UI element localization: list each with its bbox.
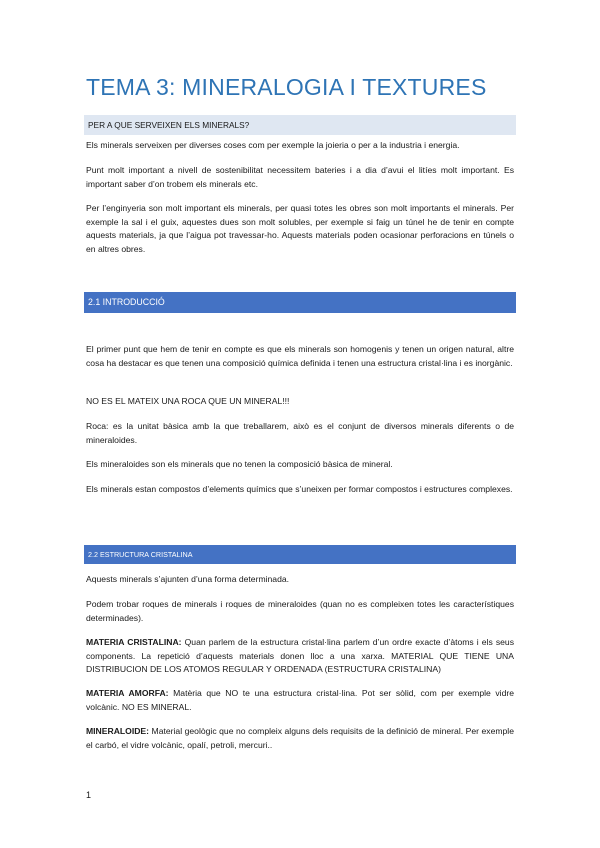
paragraph: Podem trobar roques de minerals i roques de mineraloides (quan no es compleixen totes les característiques determinades). <box>86 599 514 623</box>
paragraph-emphasis: NO ES EL MATEIX UNA ROCA QUE UN MINERAL!!! <box>86 396 290 406</box>
paragraph: Punt molt important a nivell de sostenibilitat necessitem bateries i a dia d’avui el litíes molt important. Es important saber d’on trobem els minerals etc. <box>86 165 514 189</box>
document-title: TEMA 3: MINERALOGIA I TEXTURES <box>86 74 487 100</box>
definition-text: Material geològic que no compleix alguns dels requisits de la definició de mineral. Per exemple el carbó, el vidre volcànic, opalí, petroli, mercuri.. <box>86 726 514 750</box>
definition-mineraloide <box>86 725 514 752</box>
paragraph: Els minerals serveixen per diverses coses com per exemple la joieria o per a la industria i energia. <box>86 140 460 150</box>
page-number: 1 <box>86 790 92 800</box>
term-label: MATERIA CRISTALINA: <box>86 637 182 647</box>
section-heading-minerals-use: PER A QUE SERVEIXEN ELS MINERALS? <box>84 115 516 135</box>
term-label: MATERIA AMORFA: <box>86 688 169 698</box>
definition-materia-amorfa <box>86 687 514 714</box>
definition-materia-cristalina <box>86 636 514 677</box>
section-heading-estructura-cristalina: 2.2 ESTRUCTURA CRISTALINA <box>84 545 516 564</box>
paragraph: Per l’enginyeria son molt important els minerals, per quasi totes les obres son molt importants el minerals. Per exemple la sal i el guix, aquestes dues son molt solubles, per exemple si faig un túnel he de tenir en compte aquests materials, ja que l’aigua pot travessar-ho. Aquests materials poden ocasionar perforacions en túnels o en altres obres. <box>86 203 514 254</box>
paragraph: Roca: es la unitat bàsica amb la que treballarem, això es el conjunt de diversos minerals diferents o de mineraloides. <box>86 421 514 445</box>
term-label: MINERALOIDE: <box>86 726 150 736</box>
paragraph: Aquests minerals s’ajunten d’una forma determinada. <box>86 574 290 584</box>
paragraph: El primer punt que hem de tenir en compte es que els minerals son homogenis y tenen un origen natural, altre cosa ha destacar es que tenen una composició química definida i tenen una estructura cristal·lina i es inorgànic. <box>86 344 514 368</box>
definition-text: Quan parlem de la estructura cristal·lina parlem d’un ordre exacte d’àtoms i els seus components. La repetició d’aquests materials donen lloc a una xarxa. MATERIAL QUE TIENE UNA DISTRIBUCION DE LOS ATOMOS REGULAR Y ORDENADA (ESTRUCTURA CRISTALINA) <box>86 637 514 674</box>
paragraph: Els mineraloides son els minerals que no tenen la composició bàsica de mineral. <box>86 459 393 469</box>
paragraph: Els minerals estan compostos d’elements químics que s’uneixen per formar compostos i estructures complexes. <box>86 484 513 494</box>
definition-text: Matèria que NO te una estructura cristal·lina. Pot ser sòlid, com per exemple vidre volcànic. NO ES MINERAL. <box>86 688 515 712</box>
section-heading-introduccio: 2.1 INTRODUCCIÓ <box>84 292 516 313</box>
